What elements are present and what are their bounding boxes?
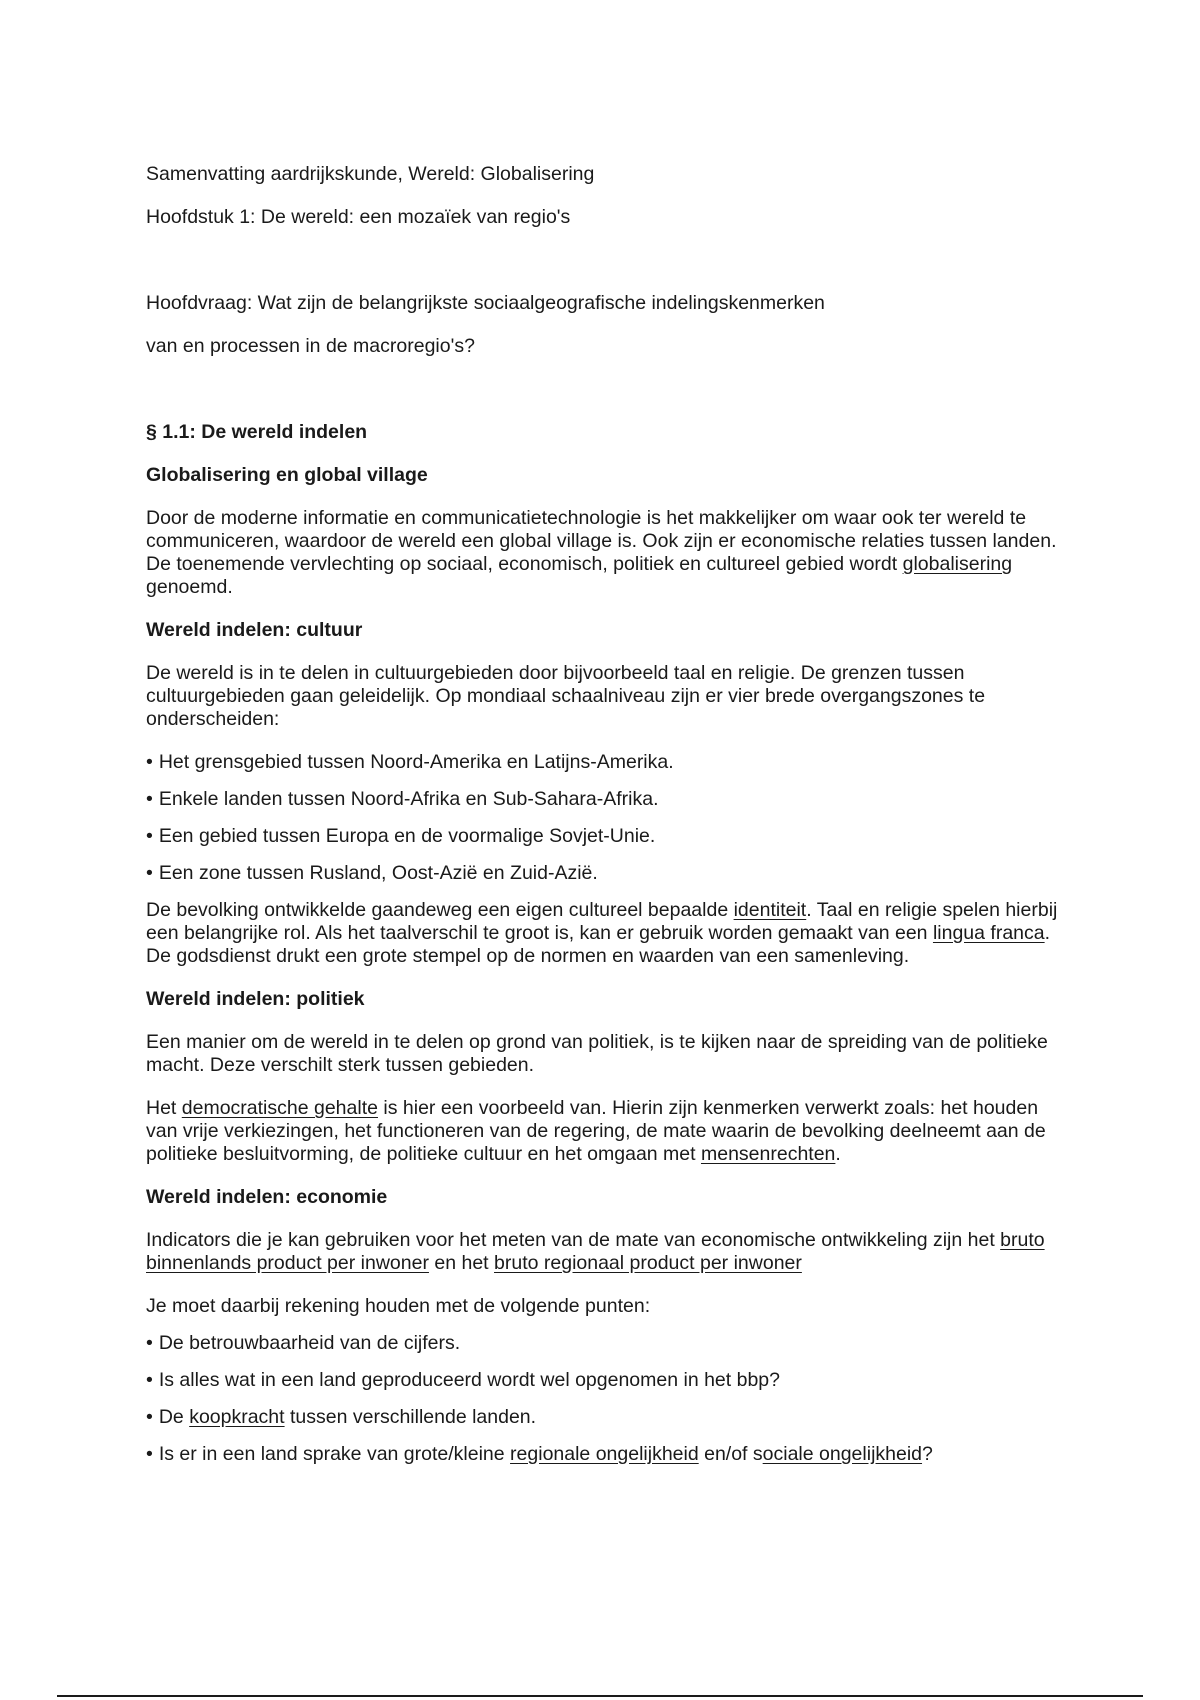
- chapter-title: Hoofdstuk 1: De wereld: een mozaïek van regio's: [146, 206, 571, 228]
- document-title: Samenvatting aardrijkskunde, Wereld: Globalisering: [146, 163, 595, 185]
- term-identiteit: identiteit: [733, 899, 807, 921]
- term-brp-per-inwoner: bruto regionaal product per inwoner: [494, 1252, 802, 1274]
- heading-globalisering: Globalisering en global village: [146, 464, 428, 486]
- main-question-line-2: van en processen in de macroregio's?: [146, 335, 475, 357]
- section-heading: § 1.1: De wereld indelen: [146, 421, 368, 443]
- text-run: Indicators die je kan gebruiken voor het meten van de mate van economische ontwikkeling zijn het: [146, 1229, 1001, 1251]
- text-run: Is er in een land sprake van grote/kleine: [158, 1443, 511, 1465]
- list-item: • Een zone tussen Rusland, Oost-Azië en Zuid-Azië.: [146, 862, 1066, 885]
- paragraph-cultuur-1: De wereld is in te delen in cultuurgebieden door bijvoorbeeld taal en religie. De grenzen tussen cultuurgebieden gaan geleidelijk. Op mondiaal schaalniveau zijn er vier brede overgangszones te onderscheiden:: [146, 662, 986, 730]
- list-aandachtspunten: [146, 1332, 1066, 1466]
- term-bbp-per-inwoner: bruto binnenlands product per inwoner: [146, 1229, 1045, 1274]
- heading-economie: Wereld indelen: economie: [146, 1186, 388, 1208]
- text-run: en het: [428, 1252, 495, 1274]
- text-run: De bevolking ontwikkelde gaandeweg een eigen cultureel bepaalde: [146, 899, 734, 921]
- text-run: .: [835, 1143, 841, 1165]
- text-run: en/of s: [698, 1443, 763, 1465]
- text-run: . Taal en religie spelen hierbij een belangrijke rol. Als het taalverschil te groot is, kan er gebruik worden gemaakt van een: [146, 899, 1058, 944]
- term-democratische-gehalte: democratische gehalte: [181, 1097, 378, 1119]
- heading-cultuur: Wereld indelen: cultuur: [146, 619, 363, 641]
- text-run: is hier een voorbeeld van. Hierin zijn kenmerken verwerkt zoals: het houden van vrije verkiezingen, het functioneren van de regering, de mate waarin de bevolking deelneemt aan de politieke besluitvorming, de politieke cultuur en het omgaan met: [146, 1097, 1046, 1165]
- text-run: genoemd.: [146, 576, 233, 598]
- list-item: • De betrouwbaarheid van de cijfers.: [146, 1332, 1066, 1355]
- list-item: • Een gebied tussen Europa en de voormalige Sovjet-Unie.: [146, 825, 1066, 848]
- footer-rule: [57, 1695, 1143, 1697]
- list-item: • Enkele landen tussen Noord-Afrika en Sub-Sahara-Afrika.: [146, 788, 1066, 811]
- document-page: [146, 163, 1066, 1480]
- term-lingua-franca: lingua franca: [932, 922, 1045, 944]
- paragraph-politiek-2: [146, 1097, 1066, 1166]
- text-run: Het: [146, 1097, 182, 1119]
- paragraph-politiek-1: Een manier om de wereld in te delen op grond van politiek, is te kijken naar de spreiding van de politieke macht. Deze verschilt sterk tussen gebieden.: [146, 1031, 1048, 1076]
- paragraph-economie-1: [146, 1229, 1066, 1275]
- paragraph-globalisering: [146, 507, 1066, 599]
- list-item: • Is alles wat in een land geproduceerd wordt wel opgenomen in het bbp?: [146, 1369, 1066, 1392]
- paragraph-cultuur-2: [146, 899, 1066, 968]
- list-item: [146, 1406, 1066, 1429]
- text-run: ?: [922, 1443, 933, 1465]
- text-run: tussen verschillende landen.: [284, 1406, 537, 1428]
- term-regionale-ongelijkheid: regionale ongelijkheid: [510, 1443, 699, 1465]
- text-run: . De godsdienst drukt een grote stempel op de normen en waarden van een samenleving.: [146, 922, 1051, 967]
- list-overgangszones: [146, 751, 1066, 885]
- term-mensenrechten: mensenrechten: [700, 1143, 836, 1165]
- list-item: • Het grensgebied tussen Noord-Amerika en Latijns-Amerika.: [146, 751, 1066, 774]
- term-sociale-ongelijkheid: ociale ongelijkheid: [762, 1443, 923, 1465]
- main-question-line-1: Hoofdvraag: Wat zijn de belangrijkste sociaalgeografische indelingskenmerken: [146, 292, 825, 314]
- heading-politiek: Wereld indelen: politiek: [146, 988, 365, 1010]
- text-run: Door de moderne informatie en communicatietechnologie is het makkelijker om waar ook ter wereld te communiceren, waardoor de wereld een global village is. Ook zijn er economische relaties tussen landen. De toenemende vervlechting op sociaal, economisch, politiek en cultureel gebied wordt: [146, 507, 1057, 575]
- paragraph-economie-2: Je moet daarbij rekening houden met de volgende punten:: [146, 1295, 651, 1317]
- term-koopkracht: koopkracht: [189, 1406, 285, 1428]
- term-globalisering: globalisering: [902, 553, 1013, 575]
- list-item: [146, 1443, 1066, 1466]
- text-run: De: [158, 1406, 190, 1428]
